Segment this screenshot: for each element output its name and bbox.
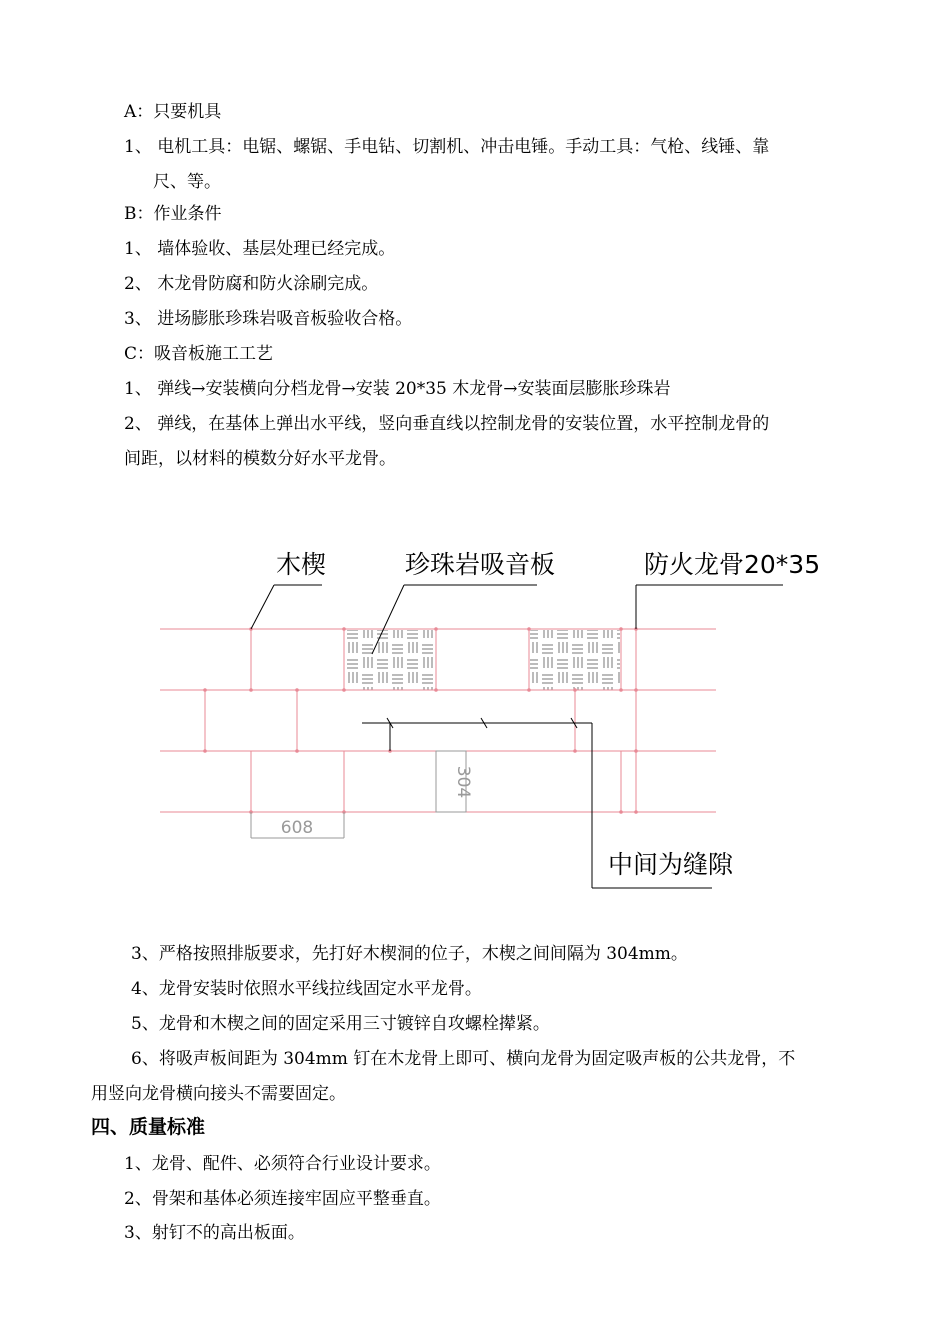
step-6: 6、将吸声板间距为 304mm 钉在木龙骨上即可、横向龙骨为固定吸声板的公共龙骨，不 <box>131 1049 796 1069</box>
section-b-item3: 3、 进场膨胀珍珠岩吸音板验收合格。 <box>124 309 413 329</box>
dimension-608-text: 608 <box>280 818 314 838</box>
section-b-item1: 1、 墙体验收、基层处理已经完成。 <box>124 239 396 259</box>
label-fire-keel: 防火龙骨20*35 <box>644 550 821 579</box>
section-a-item1: 1、 电机工具：电锯、螺锯、手电钻、切割机、冲击电锤。手动工具：气枪、线锤、靠 <box>124 137 770 157</box>
step-4: 4、龙骨安装时依照水平线拉线固定水平龙骨。 <box>131 979 482 999</box>
section-c-title: C：吸音板施工工艺 <box>124 344 274 364</box>
label-acoustic-panel: 珍珠岩吸音板 <box>405 550 556 579</box>
section-c-item1: 1、 弹线→安装横向分档龙骨→安装 20*35 木龙骨→安装面层膨胀珍珠岩 <box>124 379 671 399</box>
section-c-item2-cont: 间距，以材料的模数分好水平龙骨。 <box>124 449 396 469</box>
section-c-item2: 2、 弹线，在基体上弹出水平线，竖向垂直线以控制龙骨的安装位置，水平控制龙骨的 <box>124 414 770 434</box>
leader-keel <box>636 585 783 629</box>
acoustic-panel-right <box>530 630 620 690</box>
label-gap: 中间为缝隙 <box>608 850 734 879</box>
dimension-304 <box>436 751 473 812</box>
step-6-cont: 用竖向龙骨横向接头不需要固定。 <box>91 1084 346 1104</box>
section-b-item2: 2、 木龙骨防腐和防火涂刷完成。 <box>124 274 379 294</box>
dimension-608 <box>251 812 344 838</box>
quality-heading: 四、质量标准 <box>91 1116 206 1138</box>
acoustic-panel-left <box>345 630 435 690</box>
section-a-title: A：只要机具 <box>124 102 222 122</box>
quality-item-3: 3、射钉不的高出板面。 <box>124 1223 305 1243</box>
step-5: 5、龙骨和木楔之间的固定采用三寸镀锌自攻螺栓撵紧。 <box>131 1014 550 1034</box>
leader-wedge <box>251 585 322 629</box>
quality-item-2: 2、骨架和基体必须连接牢固应平整垂直。 <box>124 1189 441 1209</box>
dimension-304-text: 304 <box>453 765 473 799</box>
section-b-title: B：作业条件 <box>124 204 222 224</box>
quality-item-1: 1、龙骨、配件、必须符合行业设计要求。 <box>124 1154 441 1174</box>
horizontal-keels <box>160 629 716 812</box>
section-a-item1-cont: 尺、等。 <box>153 172 221 192</box>
label-wedge: 木楔 <box>276 550 327 579</box>
step-3: 3、严格按照排版要求，先打好木楔洞的位子，木楔之间间隔为 304mm。 <box>131 944 688 964</box>
keel-layout-diagram <box>0 520 950 900</box>
